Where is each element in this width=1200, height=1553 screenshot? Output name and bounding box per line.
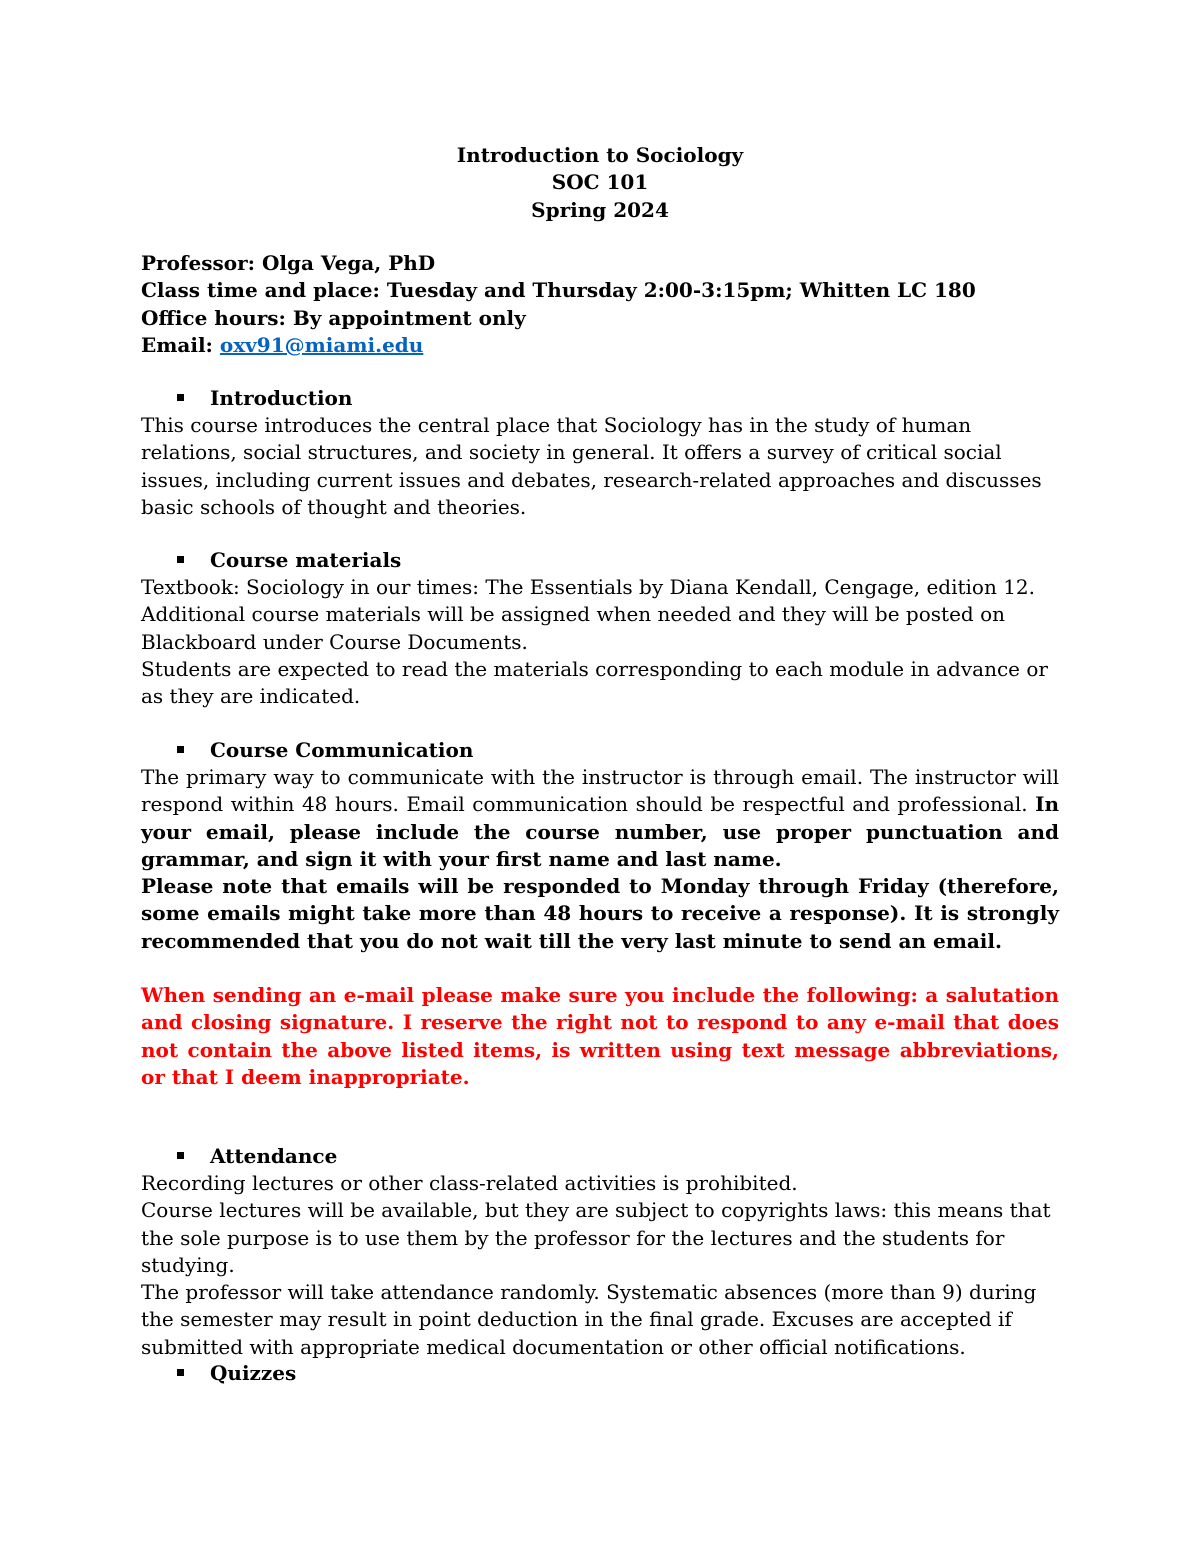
section-heading-quizzes xyxy=(141,1360,296,1387)
communication-p1-bold: In your email, please include the course number, use proper punctuation and grammar, and sign it with your first name and last name. xyxy=(141,792,1059,871)
square-bullet-icon xyxy=(177,746,184,753)
section-heading-materials xyxy=(141,547,401,574)
materials-heading: Course materials xyxy=(210,548,402,572)
communication-p1-normal: The primary way to communicate with the instructor is through email. The instructor will respond within 48 hours. Email communication should be respectful and professional. xyxy=(141,765,1059,817)
square-bullet-icon xyxy=(177,1369,184,1376)
quizzes-heading: Quizzes xyxy=(210,1361,297,1385)
professor-line: Professor: Olga Vega, PhD xyxy=(141,251,436,275)
communication-body xyxy=(141,764,1059,955)
course-info xyxy=(141,250,1061,359)
materials-expectations: Students are expected to read the materials corresponding to each module in advance or as they are indicated. xyxy=(141,656,1048,709)
introduction-text: This course introduces the central place that Sociology has in the study of human relations, social structures, and society in general. It offers a survey of critical social issues, including current issues and debates, research-related approaches and discusses basic schools of thought and theories. xyxy=(141,413,1042,519)
email-link[interactable]: oxv91@miami.edu xyxy=(219,332,424,357)
communication-p1 xyxy=(141,764,1059,873)
communication-heading: Course Communication xyxy=(210,738,474,762)
attendance-recording: Recording lectures or other class-related activities is prohibited. xyxy=(141,1171,798,1195)
section-heading-communication xyxy=(141,737,473,764)
square-bullet-icon xyxy=(177,1152,184,1159)
title-block xyxy=(0,142,1200,224)
materials-textbook: Textbook: Sociology in our times: The Essentials by Diana Kendall, Cengage, edition 12. xyxy=(141,575,1036,599)
class-time-line: Class time and place: Tuesday and Thursday 2:00-3:15pm; Whitten LC 180 xyxy=(141,278,976,303)
course-code: SOC 101 xyxy=(551,170,649,195)
course-title: Introduction to Sociology xyxy=(456,143,744,167)
introduction-body xyxy=(141,412,1059,521)
office-hours-line: Office hours: By appointment only xyxy=(141,305,526,330)
communication-p2: Please note that emails will be responded to Monday through Friday (therefore, some emails might take more than 48 hours to receive a response). It is strongly recommended that you do not wait till the very last minute to send an email. xyxy=(141,874,1059,953)
materials-body xyxy=(141,574,1059,710)
attendance-lectures: Course lectures will be available, but they are subject to copyrights laws: this means that the sole purpose is to use them by the professor for the lectures and the students for studying. xyxy=(141,1198,1051,1277)
square-bullet-icon xyxy=(177,556,184,563)
section-heading-introduction xyxy=(141,385,352,412)
attendance-heading: Attendance xyxy=(210,1144,338,1168)
course-term: Spring 2024 xyxy=(531,197,669,222)
materials-additional: Additional course materials will be assigned when needed and they will be posted on Blackboard under Course Documents. xyxy=(141,602,1005,654)
email-line xyxy=(141,332,1061,359)
email-label: Email: xyxy=(141,332,220,357)
communication-warning-block xyxy=(141,982,1059,1091)
section-heading-attendance xyxy=(141,1143,337,1170)
attendance-body xyxy=(141,1170,1059,1361)
attendance-policy: The professor will take attendance randomly. Systematic absences (more than 9) during the semester may result in point deduction in the final grade. Excuses are accepted if submitted with appropriate medical documentation or other official notifications. xyxy=(141,1280,1037,1359)
introduction-heading: Introduction xyxy=(210,386,353,410)
communication-warning: When sending an e-mail please make sure you include the following: a salutation and closing signature. I reserve the right not to respond to any e-mail that does not contain the above listed items, is written using text message abbreviations, or that I deem inappropriate. xyxy=(141,983,1059,1089)
square-bullet-icon xyxy=(177,394,184,401)
